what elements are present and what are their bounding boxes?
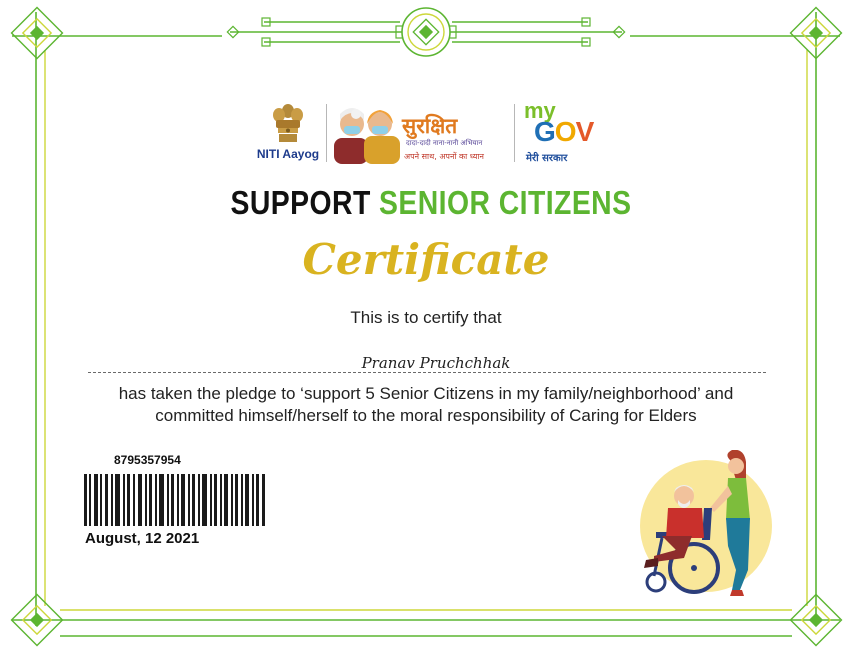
surakshit-logo xyxy=(334,102,504,166)
logo-row xyxy=(248,100,608,166)
surakshit-slogan: अपने साथ, अपनों का ध्यान xyxy=(404,152,484,161)
logo-divider xyxy=(326,104,327,162)
pledge-line-2: committed himself/herself to the moral responsibility of Caring for Elders xyxy=(155,406,697,425)
barcode-number: 8795357954 xyxy=(114,453,181,467)
surakshit-tagline: दादा-दादी नाना-नानी अभियान xyxy=(406,139,483,147)
headline-senior-citizens: SENIOR CITIZENS xyxy=(379,184,632,221)
mygov-g: G xyxy=(534,116,555,147)
mygov-logo xyxy=(524,100,608,166)
mygov-o: O xyxy=(554,116,576,147)
certify-text: This is to certify that xyxy=(350,308,502,327)
certificate-title: Certificate xyxy=(302,235,550,284)
pledge-text xyxy=(60,383,792,427)
ashoka-emblem-icon xyxy=(268,102,308,146)
niti-aayog-logo xyxy=(252,100,322,166)
corner-ornament-tl xyxy=(12,8,63,59)
surakshit-title: सुरक्षित xyxy=(402,114,458,138)
niti-aayog-label: NITI Aayog xyxy=(256,147,320,161)
recipient-name: Pranav Pruchchhak xyxy=(361,354,511,372)
elderly-couple-icon xyxy=(334,102,400,164)
headline-support: SUPPORT xyxy=(230,184,380,221)
mygov-v: V xyxy=(575,116,594,147)
barcode xyxy=(84,474,266,526)
top-center-ornament xyxy=(227,8,624,56)
name-underline xyxy=(88,372,766,373)
pledge-line-1: has taken the pledge to ‘support 5 Senior Citizens in my family/neighborhood’ and xyxy=(118,384,734,403)
logo-divider xyxy=(514,104,515,162)
mygov-subtitle: मेरी सरकार xyxy=(526,153,568,164)
headline xyxy=(60,184,801,222)
caregiver-wheelchair-icon xyxy=(632,450,782,602)
mygov-my-text: my xyxy=(524,98,556,123)
mygov-gov-text xyxy=(534,116,593,148)
issue-date: August, 12 2021 xyxy=(85,530,200,547)
